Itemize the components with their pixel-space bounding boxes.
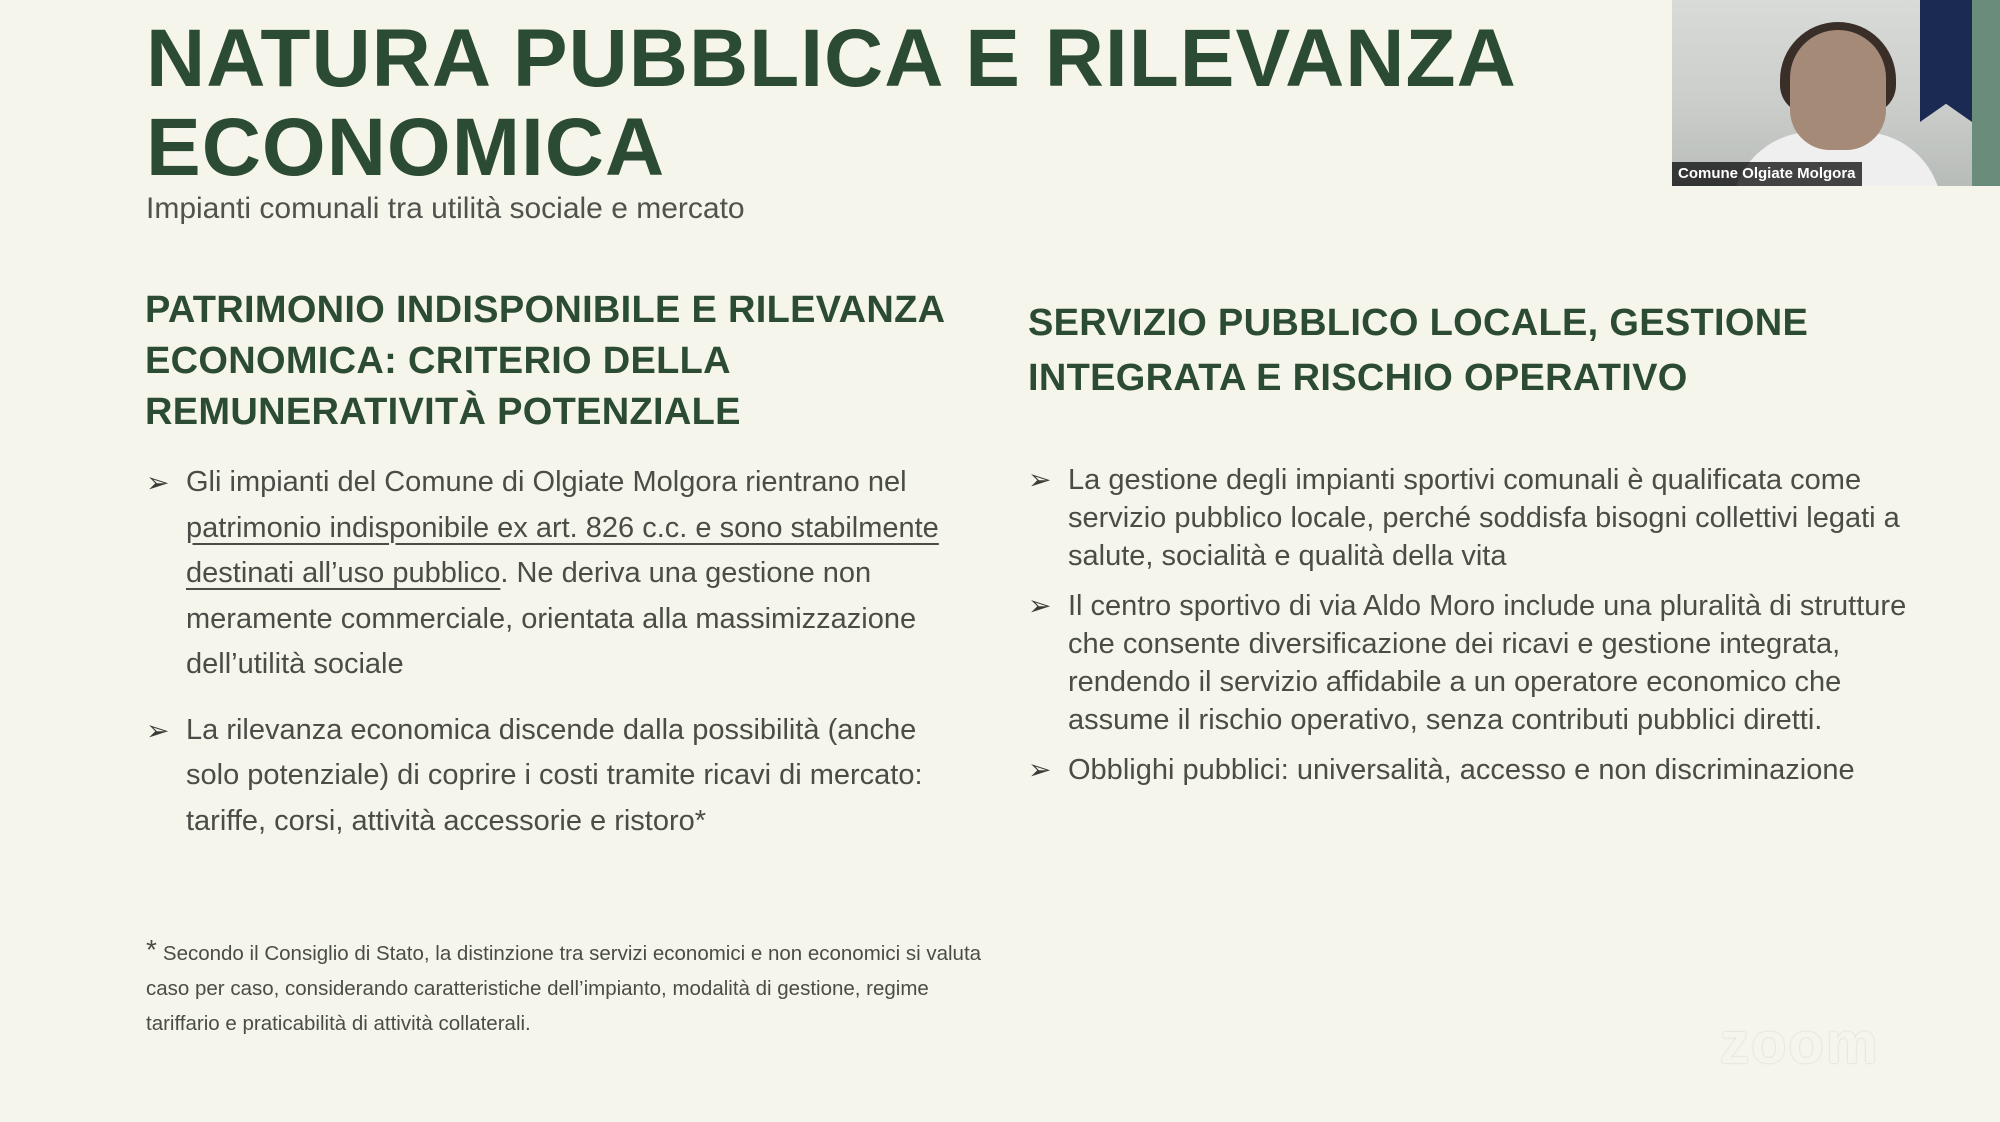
participant-face [1790,30,1886,150]
arrow-bullet-icon: ➢ [1028,464,1052,495]
list-item [1028,587,1928,739]
bullet-text: Il centro sportivo di via Aldo Moro include una pluralità di strutture che consente diversificazione dei ricavi e gestione integrata, rendendo il servizio affidabile a un operatore economico che assume il rischio operativo, senza contributi pubblici diretti. [1068,590,1907,736]
participant-video-tile[interactable] [1672,0,2000,186]
bullet-text-start: Gli impianti del Comune di Olgiate Molgora rientrano nel [186,466,907,498]
bullet-text-underlined: patrimonio indisponibile ex art. 826 c.c. e sono stabilmente destinati all’uso pubblico [186,511,939,589]
footnote-marker: * [146,934,157,965]
left-bullet-list [146,460,976,844]
list-item [146,708,976,845]
right-column-heading: SERVIZIO PUBBLICO LOCALE, GESTIONE INTEGRATA E RISCHIO OPERATIVO [1028,302,1809,399]
arrow-bullet-icon: ➢ [1028,754,1052,785]
slide-subtitle: Impianti comunali tra utilità sociale e mercato [146,192,745,225]
bullet-text: La rilevanza economica discende dalla possibilità (anche solo potenziale) di coprire i costi tramite ricavi di mercato: tariffe, corsi, attività accessorie e ristoro* [186,713,923,837]
right-bullet-list [1028,461,1928,789]
video-background-window [1972,0,2000,186]
list-item [1028,461,1928,575]
slide-title: NATURA PUBBLICA E RILEVANZA ECONOMICA [146,13,1514,193]
left-column-heading: PATRIMONIO INDISPONIBILE E RILEVANZA ECONOMICA: CRITERIO DELLA REMUNERATIVITÀ POTENZIALE [145,289,944,433]
bullet-text: Obblighi pubblici: universalità, accesso e non discriminazione [1068,754,1855,786]
footnote [146,936,996,1041]
arrow-bullet-icon: ➢ [146,467,170,498]
footnote-text: Secondo il Consiglio di Stato, la distinzione tra servizi economici e non economici si valuta caso per caso, considerando caratteristiche dell’impianto, modalità di gestione, regime tariffario e praticabilità di attività collaterali. [146,942,982,1035]
bullet-text-end: . Ne deriva una gestione non meramente commerciale, orientata alla massimizzazione dell’utilità sociale [186,557,917,680]
list-item [146,460,976,688]
participant-name-label: Comune Olgiate Molgora [1672,162,1862,186]
arrow-bullet-icon: ➢ [1028,590,1052,621]
zoom-watermark-logo: zoom [1720,1011,1880,1076]
bullet-text: La gestione degli impianti sportivi comunali è qualificata come servizio pubblico locale, perché soddisfa bisogni collettivi legati a salute, socialità e qualità della vita [1068,464,1900,572]
list-item [1028,751,1928,789]
arrow-bullet-icon: ➢ [146,714,170,746]
video-background-banner [1920,0,1972,122]
